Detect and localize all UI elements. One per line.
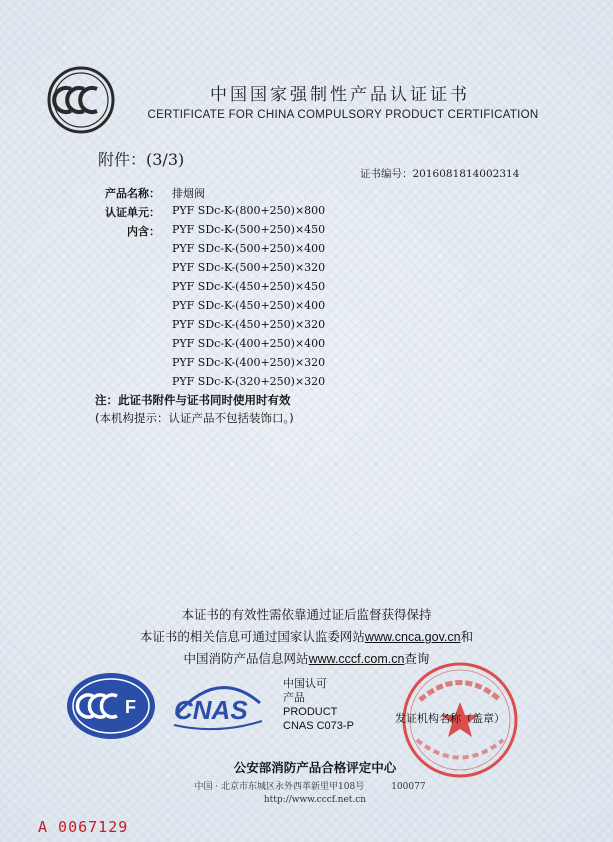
organization-website[interactable]: http://www.cccf.net.cn <box>263 795 367 805</box>
model-item: PYF SDc-K-(400+250)×320 <box>172 356 326 369</box>
model-item: PYF SDc-K-(450+250)×400 <box>172 299 326 312</box>
ccc-logo <box>46 65 116 135</box>
validity-statement: 本证书的有效性需依靠通过证后监督获得保持 <box>181 607 432 622</box>
cnca-info-line <box>60 627 553 645</box>
certificate-title-cn: 中国国家强制性产品认证证书 <box>210 85 470 105</box>
product-name-value: 排烟阀 <box>172 187 205 200</box>
cnas-line-4: CNAS C073-P <box>283 720 354 732</box>
cert-unit-value: PYF SDc-K-(800+250)×800 <box>172 204 326 217</box>
svg-text:CNAS: CNAS <box>174 695 248 725</box>
cnas-line-3: PRODUCT <box>283 706 338 718</box>
organization-address: 中国 · 北京市东城区永外西革新里甲108号 100077 <box>194 782 426 792</box>
cert-unit-label: 认证单元： <box>105 206 160 219</box>
institution-note: (本机构提示：认证产品不包括装饰口。) <box>95 411 294 425</box>
cnas-logo <box>168 675 268 733</box>
issuing-organization: 公安部消防产品合格评定中心 <box>233 760 397 775</box>
certificate-title-en: CERTIFICATE FOR CHINA COMPULSORY PRODUCT CERTIFICATION <box>147 109 539 121</box>
cnas-line-1: 中国认可 <box>283 678 327 690</box>
includes-label: 内含： <box>127 225 160 238</box>
issuer-label: 发证机构名称（盖章） <box>395 712 505 725</box>
model-item: PYF SDc-K-(450+250)×320 <box>172 318 326 331</box>
model-item: PYF SDc-K-(500+250)×400 <box>172 242 326 255</box>
cnca-info-suffix: 和 <box>460 629 474 644</box>
annex-label: 附件：(3/3) <box>98 150 185 169</box>
serial-number: A 0067129 <box>38 818 129 836</box>
cnas-accreditation-text <box>283 677 354 733</box>
cccf-info-suffix: 查询 <box>404 651 430 666</box>
model-item: PYF SDc-K-(400+250)×400 <box>172 337 326 350</box>
model-item: PYF SDc-K-(320+250)×320 <box>172 375 326 388</box>
cnas-line-2: 产品 <box>283 692 305 704</box>
certificate-number: 证书编号：2016081814002314 <box>360 168 520 180</box>
model-item: PYF SDc-K-(500+250)×450 <box>172 223 326 236</box>
cnca-link[interactable]: www.cnca.gov.cn <box>364 630 461 644</box>
cccf-info-prefix: 中国消防产品信息网站 <box>183 651 309 666</box>
validity-note: 注：此证书附件与证书同时使用时有效 <box>95 393 291 407</box>
model-item: PYF SDc-K-(500+250)×320 <box>172 261 326 274</box>
svg-text:F: F <box>125 697 136 717</box>
cccf-logo <box>65 670 157 742</box>
cnca-info-prefix: 本证书的相关信息可通过国家认监委网站 <box>139 629 365 644</box>
cccf-link[interactable]: www.cccf.com.cn <box>308 652 405 666</box>
product-name-label: 产品名称： <box>105 187 160 200</box>
model-item: PYF SDc-K-(450+250)×450 <box>172 280 326 293</box>
